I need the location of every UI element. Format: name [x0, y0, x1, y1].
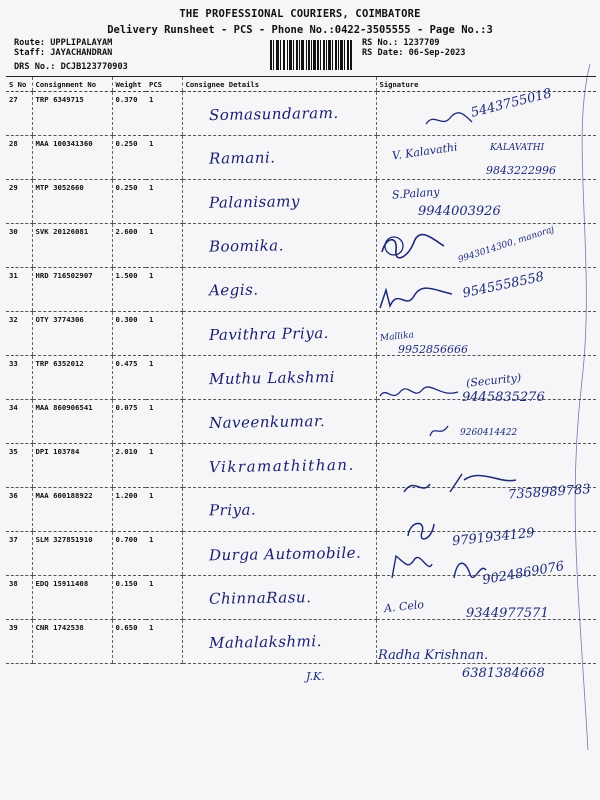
signature-phone: 9943014300, manoraj	[456, 224, 556, 266]
signature-scribble-icon	[376, 284, 456, 314]
row-consignee-cell	[182, 224, 376, 268]
row-consignment: EDQ 15911408	[32, 576, 112, 620]
signature-phone: 9024869076	[481, 558, 566, 589]
row-sno: 38	[6, 576, 32, 620]
row-weight: 0.650	[112, 620, 146, 664]
row-consignment: TRP 6352012	[32, 356, 112, 400]
row-sno: 29	[6, 180, 32, 224]
signature-scribble-icon	[428, 422, 450, 440]
row-consignee: Pavithra Priya.	[208, 323, 329, 344]
row-consignee: Somasundaram.	[208, 103, 339, 124]
margin-stroke-icon	[560, 60, 600, 760]
row-consignee: Palanisamy	[208, 191, 300, 212]
row-weight: 0.075	[112, 400, 146, 444]
row-consignee-cell	[182, 92, 376, 136]
row-consignment: CNR 1742538	[32, 620, 112, 664]
col-signature: Signature	[376, 77, 596, 92]
table-row	[6, 620, 596, 664]
row-consignee: Priya.	[208, 500, 256, 519]
row-consignee-cell	[182, 136, 376, 180]
signature-name: S.Palany	[391, 185, 440, 202]
signature-name-caps: KALAVATHI	[490, 143, 545, 153]
col-weight: Weight	[112, 77, 146, 92]
signature-phone: 9260414422	[460, 428, 518, 438]
row-weight: 2.010	[112, 444, 146, 488]
row-consignee-cell	[182, 620, 376, 664]
row-consignment: TRP 6349715	[32, 92, 112, 136]
row-weight: 0.250	[112, 180, 146, 224]
row-sno: 37	[6, 532, 32, 576]
row-sno: 32	[6, 312, 32, 356]
row-weight: 1.200	[112, 488, 146, 532]
row-sno: 28	[6, 136, 32, 180]
company-title: THE PROFESSIONAL COURIERS, COIMBATORE	[179, 8, 421, 20]
row-weight: 0.475	[112, 356, 146, 400]
row-pcs: 1	[146, 620, 182, 664]
row-sno: 27	[6, 92, 32, 136]
row-consignee-cell	[182, 532, 376, 576]
row-consignee: Vikramathithan.	[208, 455, 355, 476]
row-pcs: 1	[146, 136, 182, 180]
row-sno: 39	[6, 620, 32, 664]
row-pcs: 1	[146, 488, 182, 532]
row-consignee: ChinnaRasu.	[208, 587, 312, 608]
row-weight: 0.370	[112, 92, 146, 136]
consignee-suffix: J.K.	[306, 670, 325, 683]
signature-note: (Security)	[465, 371, 522, 390]
row-consignee: Durga Automobile.	[208, 543, 361, 564]
row-consignee-cell	[182, 180, 376, 224]
row-pcs: 1	[146, 92, 182, 136]
signature-name: Mallika	[379, 330, 415, 344]
row-consignee-cell	[182, 356, 376, 400]
staff-label: Staff: JAYACHANDRAN	[14, 48, 113, 58]
table-row	[6, 180, 596, 224]
row-consignee: Ramani.	[208, 147, 276, 168]
row-pcs: 1	[146, 312, 182, 356]
col-pcs: PCS	[146, 77, 182, 92]
row-consignment: HRD 716502907	[32, 268, 112, 312]
table-header-row	[6, 77, 596, 92]
runsheet-subtitle: Delivery Runsheet - PCS - Phone No.:0422-3505555 - Page No.:3	[107, 24, 493, 36]
row-pcs: 1	[146, 356, 182, 400]
row-weight: 0.150	[112, 576, 146, 620]
signature-scribble-icon	[388, 552, 488, 582]
rs-date: RS Date: 06-Sep-2023	[362, 48, 466, 58]
row-consignment: SVK 20126081	[32, 224, 112, 268]
signature-scribble-icon	[404, 516, 438, 544]
row-weight: 0.700	[112, 532, 146, 576]
row-consignee-cell	[182, 576, 376, 620]
row-weight: 0.300	[112, 312, 146, 356]
route-label: Route: UPPLIPALAYAM	[14, 38, 113, 48]
row-consignee: Naveenkumar.	[208, 411, 325, 432]
row-consignee-cell	[182, 268, 376, 312]
row-consignment: MTP 3052660	[32, 180, 112, 224]
row-consignee: Muthu Lakshmi	[208, 367, 335, 388]
signature-phone: 9445835276	[462, 390, 545, 405]
row-pcs: 1	[146, 400, 182, 444]
row-weight: 0.250	[112, 136, 146, 180]
row-pcs: 1	[146, 576, 182, 620]
table-row	[6, 312, 596, 356]
row-weight: 1.500	[112, 268, 146, 312]
col-consignee: Consignee Details	[182, 77, 376, 92]
signature-name: A. Celo	[383, 597, 425, 616]
row-consignee-cell	[182, 400, 376, 444]
row-weight: 2.600	[112, 224, 146, 268]
row-consignment: SLM 327851910	[32, 532, 112, 576]
row-pcs: 1	[146, 268, 182, 312]
row-sno: 31	[6, 268, 32, 312]
row-consignee: Boomika.	[208, 235, 284, 256]
signature-phone: 6381384668	[462, 666, 545, 681]
signature-scribble-icon	[378, 232, 448, 262]
col-sno: S No	[6, 77, 32, 92]
row-pcs: 1	[146, 224, 182, 268]
col-consignment: Consignment No	[32, 77, 112, 92]
row-consignee-cell	[182, 488, 376, 532]
signature-phone: 9344977571	[466, 606, 549, 621]
row-sno: 34	[6, 400, 32, 444]
row-consignment: MAA 600188922	[32, 488, 112, 532]
row-pcs: 1	[146, 532, 182, 576]
rs-number: RS No.: 1237709	[362, 38, 440, 48]
row-pcs: 1	[146, 444, 182, 488]
row-consignment: MAA 860906541	[32, 400, 112, 444]
signature-phone: 5443755018	[469, 86, 554, 121]
row-sno: 35	[6, 444, 32, 488]
row-consignee-cell	[182, 444, 376, 488]
signature-phone: 9791934129	[451, 525, 536, 550]
row-consignee: Mahalakshmi.	[208, 631, 322, 652]
row-sno: 33	[6, 356, 32, 400]
row-sno: 36	[6, 488, 32, 532]
signature-phone: 7358989783	[507, 482, 592, 503]
signature-scribble-icon	[400, 470, 520, 500]
row-pcs: 1	[146, 180, 182, 224]
signature-scribble-icon	[424, 110, 474, 130]
row-sno: 30	[6, 224, 32, 268]
signature-phone: 9952856666	[398, 343, 468, 356]
row-consignee-cell	[182, 312, 376, 356]
drs-number: DRS No.: DCJB123770903	[14, 62, 128, 72]
signature-phone: 9944003926	[418, 204, 501, 219]
signature-phone: 9545558558	[461, 269, 546, 302]
signature-name: Radha Krishnan.	[378, 648, 489, 663]
signature-phone: 9843222996	[486, 164, 556, 177]
row-consignee: Aegis.	[208, 280, 259, 299]
signature-name: V. Kalavathi	[391, 140, 459, 163]
row-consignment: OTY 3774306	[32, 312, 112, 356]
signature-scribble-icon	[378, 384, 462, 404]
row-consignment: MAA 100341360	[32, 136, 112, 180]
row-consignment: DPI 103784	[32, 444, 112, 488]
barcode-image	[270, 40, 352, 70]
